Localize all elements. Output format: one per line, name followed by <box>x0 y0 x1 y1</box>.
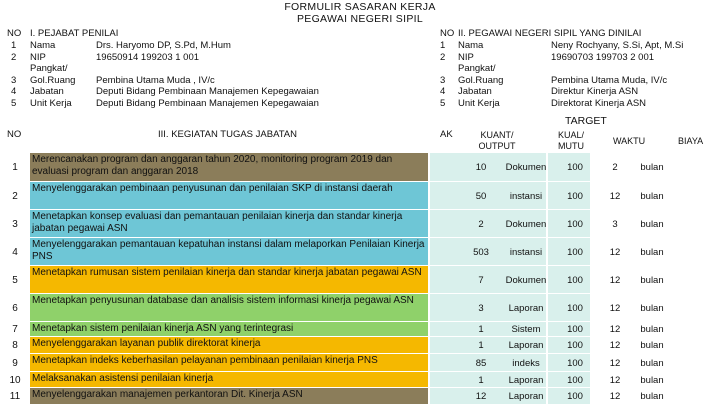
left-info-label: Jabatan <box>30 86 64 97</box>
left-info-no: 1 <box>11 40 17 51</box>
row-output-unit: Sistem <box>511 324 541 335</box>
col-task: III. KEGIATAN TUGAS JABATAN <box>158 129 298 140</box>
row-time: 12 <box>609 324 621 335</box>
row-number: 3 <box>12 218 18 230</box>
row-time: 12 <box>609 391 621 402</box>
col-waktu: WAKTU <box>613 136 646 146</box>
row-time: 2 <box>612 162 618 173</box>
row-output-unit: instansi <box>509 246 543 258</box>
row-quality: 100 <box>567 246 583 258</box>
row-time: 12 <box>609 246 621 258</box>
form-subtitle: PEGAWAI NEGERI SIPIL <box>296 13 423 25</box>
row-quality: 100 <box>567 162 583 173</box>
form-title: FORMULIR SASARAN KERJA <box>284 1 436 13</box>
left-info-value: Drs. Haryomo DP, S.Pd, M.Hum <box>96 40 231 51</box>
row-time-unit: bulan <box>640 302 664 314</box>
row-task: Merencanakan program dan anggaran tahun 2020, monitoring program 2019 dan evaluasi program dan anggaran 2018 <box>30 153 428 181</box>
row-quantity: 1 <box>478 340 484 351</box>
left-info-label: Nama <box>30 40 56 51</box>
right-info-label: Jabatan <box>458 86 492 97</box>
right-info-label: Unit Kerja <box>458 97 500 109</box>
left-info-label: Pangkat/ <box>30 63 68 74</box>
row-time-unit: bulan <box>640 391 664 402</box>
row-task: Menyelenggarakan pemantauan kepatuhan instansi dalam melaporkan Penilaian Kinerja PNS <box>30 238 428 265</box>
right-info-label: Pangkat/ <box>458 63 496 74</box>
row-quantity: 50 <box>475 190 487 202</box>
row-time-unit: bulan <box>640 246 664 258</box>
row-time-unit: bulan <box>640 190 664 202</box>
right-no-label: NO <box>440 28 455 39</box>
row-time: 12 <box>609 374 621 386</box>
right-info-label: Nama <box>458 40 484 51</box>
row-quantity: 85 <box>475 357 487 369</box>
left-info-no: 2 <box>11 51 17 63</box>
row-output-unit: Dokumen <box>505 274 547 286</box>
row-quantity: 1 <box>478 324 484 335</box>
row-time-unit: bulan <box>640 340 664 351</box>
row-time: 12 <box>609 340 621 351</box>
row-number: 5 <box>12 274 18 286</box>
row-quality: 100 <box>567 324 583 335</box>
row-number: 2 <box>12 190 18 202</box>
row-quantity: 503 <box>473 246 489 258</box>
row-task: Menetapkan konsep evaluasi dan pemantauan penilaian kinerja dan standar kinerja jabatan pegawai ASN <box>30 210 428 237</box>
table-row <box>0 182 720 210</box>
left-info-value: Pembina Utama Muda , IV/c <box>96 74 215 86</box>
row-output-unit: indeks <box>512 357 540 369</box>
table-row <box>0 354 720 372</box>
row-quality: 100 <box>567 391 583 402</box>
row-time-unit: bulan <box>640 218 664 230</box>
table-row <box>0 294 720 322</box>
row-quantity: 12 <box>475 391 487 402</box>
row-time: 3 <box>612 218 618 230</box>
row-task: Melaksanakan asistensi penilaian kinerja <box>30 372 428 387</box>
table-row <box>0 238 720 266</box>
left-section-title: I. PEJABAT PENILAI <box>30 28 119 39</box>
left-info-no: 4 <box>11 86 17 97</box>
col-no: NO <box>7 129 22 140</box>
right-info-no: 2 <box>440 51 446 63</box>
left-info-no: 3 <box>11 74 17 86</box>
col-kuant: KUANT/ OUTPUT <box>478 130 516 151</box>
row-quantity: 2 <box>478 218 484 230</box>
row-task: Menetapkan indeks keberhasilan pelayanan pembinaan penilaian kinerja PNS <box>30 354 428 371</box>
row-time-unit: bulan <box>640 324 664 335</box>
table-row <box>0 322 720 337</box>
right-info-label: NIP <box>458 51 474 63</box>
right-info-value: 19690703 199703 2 001 <box>551 51 655 63</box>
row-quality: 100 <box>567 302 583 314</box>
row-quantity: 3 <box>478 302 484 314</box>
col-kual: KUAL/ MUTU <box>557 130 584 151</box>
row-number: 1 <box>12 162 18 173</box>
left-info-no: 5 <box>11 97 17 109</box>
row-time-unit: bulan <box>640 162 664 173</box>
table-row <box>0 266 720 294</box>
right-info-value: Pembina Utama Muda, IV/c <box>551 74 668 86</box>
row-quantity: 10 <box>475 162 487 173</box>
col-biaya: BIAYA <box>678 136 704 146</box>
table-row <box>0 210 720 238</box>
left-info-value: 19650914 199203 1 001 <box>96 51 200 63</box>
right-info-no: 4 <box>440 86 446 97</box>
row-quality: 100 <box>567 218 583 230</box>
row-number: 4 <box>12 246 18 258</box>
row-quality: 100 <box>567 190 583 202</box>
table-row <box>0 372 720 388</box>
row-time: 12 <box>609 357 621 369</box>
left-info-label: NIP <box>30 51 46 63</box>
row-quality: 100 <box>567 374 583 386</box>
row-quantity: 7 <box>478 274 484 286</box>
row-time-unit: bulan <box>640 274 664 286</box>
row-number: 6 <box>12 302 18 314</box>
row-output-unit: Laporan <box>508 391 544 402</box>
row-number: 10 <box>9 374 21 386</box>
row-output-unit: Dokumen <box>505 162 547 173</box>
right-info-value: Direktur Kinerja ASN <box>551 86 639 97</box>
right-info-no: 3 <box>440 74 446 86</box>
row-time-unit: bulan <box>640 374 664 386</box>
row-output-unit: Dokumen <box>505 218 547 230</box>
row-number: 7 <box>12 324 18 335</box>
row-task: Menetapkan penyusunan database dan analisis sistem informasi kinerja pegawai ASN <box>30 294 428 321</box>
row-time: 12 <box>609 274 621 286</box>
left-no-label: NO <box>7 28 22 39</box>
right-section-title: II. PEGAWAI NEGERI SIPIL YANG DINILAI <box>458 28 642 39</box>
right-info-label: Gol.Ruang <box>458 74 504 86</box>
row-task: Menyelenggarakan manajemen perkantoran Dit. Kinerja ASN <box>30 388 428 404</box>
left-info-value: Deputi Bidang Pembinaan Manajemen Kepegawaian <box>96 97 319 109</box>
row-output-unit: Laporan <box>508 302 544 314</box>
row-time: 12 <box>609 190 621 202</box>
row-output-unit: instansi <box>509 190 543 202</box>
row-task: Menyelenggarakan pembinaan penyusunan dan penilaian SKP di instansi daerah <box>30 182 428 209</box>
row-output-unit: Laporan <box>508 340 544 351</box>
right-info-value: Neny Rochyany, S.Si, Apt, M.Si <box>551 40 684 51</box>
row-number: 8 <box>12 340 18 351</box>
row-number: 11 <box>9 391 21 402</box>
left-info-label: Unit Kerja <box>30 97 72 109</box>
row-task: Menyelenggarakan layanan publik direktorat kinerja <box>30 337 428 353</box>
right-info-no: 1 <box>440 40 446 51</box>
table-row <box>0 153 720 182</box>
row-quality: 100 <box>567 274 583 286</box>
col-ak: AK <box>440 129 453 140</box>
row-quality: 100 <box>567 340 583 351</box>
right-info-value: Direktorat Kinerja ASN <box>551 97 647 109</box>
row-number: 9 <box>12 357 18 369</box>
row-output-unit: Laporan <box>508 374 544 386</box>
row-time-unit: bulan <box>640 357 664 369</box>
left-info-value: Deputi Bidang Pembinaan Manajemen Kepegawaian <box>96 86 319 97</box>
left-info-label: Gol.Ruang <box>30 74 76 86</box>
row-task: Menetapkan rumusan sistem penilaian kinerja dan standar kinerja jabatan pegawai ASN <box>30 266 428 293</box>
row-quality: 100 <box>567 357 583 369</box>
right-info-no: 5 <box>440 97 446 109</box>
row-task: Menetapkan sistem penilaian kinerja ASN yang terintegrasi <box>30 322 428 336</box>
row-time: 12 <box>609 302 621 314</box>
row-quantity: 1 <box>478 374 484 386</box>
table-row <box>0 388 720 405</box>
table-row <box>0 337 720 354</box>
col-target: TARGET <box>565 115 607 127</box>
